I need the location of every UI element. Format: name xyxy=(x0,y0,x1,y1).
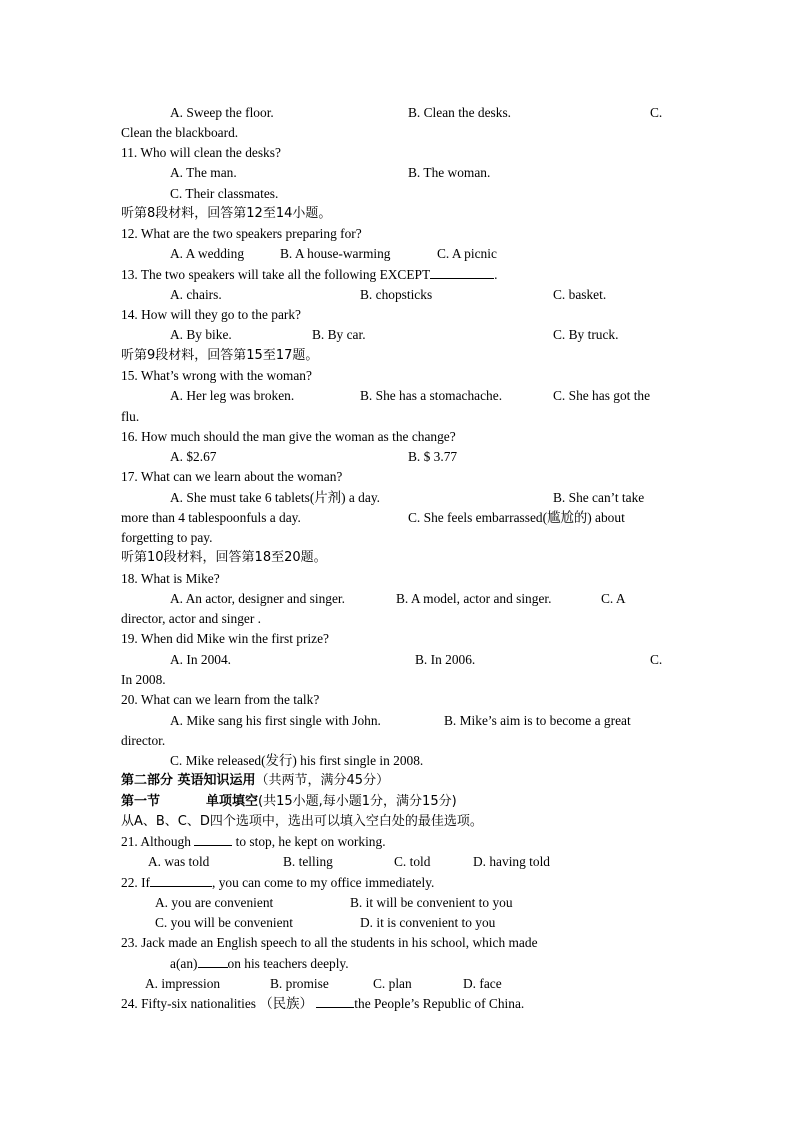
q19-option-c-label: C. xyxy=(650,652,663,667)
section8-heading: 听第8段材料，回答第12至14小题。 xyxy=(121,206,332,221)
q14-option-c: C. By truck. xyxy=(553,327,619,342)
part2-heading: 第二部分 英语知识运用（共两节，满分45分） xyxy=(121,773,390,788)
q17-option-a: A. She must take 6 tablets(片剂) a day. xyxy=(170,490,380,505)
q17-option-c-part2: forgetting to pay. xyxy=(121,530,213,545)
q23-stem-line2: a(an) on his teachers deeply. xyxy=(170,956,349,971)
q21-stem: 21. Although to stop, he kept on working. xyxy=(121,834,386,849)
q17-stem: 17. What can we learn about the woman? xyxy=(121,469,343,484)
q20-option-c: C. Mike released(发行) his first single in 2008. xyxy=(170,753,424,768)
q19-option-a: A. In 2004. xyxy=(170,652,231,667)
q23-option-d: D. face xyxy=(463,976,502,991)
q15-option-b: B. She has a stomachache. xyxy=(360,388,503,403)
q11-stem: 11. Who will clean the desks? xyxy=(121,145,281,160)
section9-heading: 听第9段材料，回答第15至17题。 xyxy=(121,348,319,363)
q11-option-a: A. The man. xyxy=(170,165,237,180)
q18-option-c-part2: director, actor and singer . xyxy=(121,611,262,626)
q19-stem: 19. When did Mike win the first prize? xyxy=(121,631,329,646)
q20-option-b-part1: B. Mike’s aim is to become a great xyxy=(444,713,631,728)
q22-stem: 22. If , you can come to my office immediately. xyxy=(121,875,435,890)
q13-option-c: C. basket. xyxy=(553,287,607,302)
q18-option-c-part1: C. A xyxy=(601,591,626,606)
q17-option-c-part1: C. She feels embarrassed(尴尬的) about xyxy=(408,510,625,525)
q10-option-c-label: C. xyxy=(650,105,663,120)
instruction-text: 从A、B、C、D四个选项中，选出可以填入空白处的最佳选项。 xyxy=(121,814,483,829)
q14-option-b: B. By car. xyxy=(312,327,366,342)
q22-option-a: A. you are convenient xyxy=(155,895,274,910)
q20-stem: 20. What can we learn from the talk? xyxy=(121,692,320,707)
q15-option-c-part1: C. She has got the xyxy=(553,388,651,403)
q12-option-b: B. A house-warming xyxy=(280,246,391,261)
q24-blank xyxy=(316,995,354,1008)
q22-blank xyxy=(150,874,212,887)
q18-stem: 18. What is Mike? xyxy=(121,571,220,586)
q15-option-a: A. Her leg was broken. xyxy=(170,388,295,403)
q22-option-b: B. it will be convenient to you xyxy=(350,895,513,910)
q22-option-c: C. you will be convenient xyxy=(155,915,293,930)
q16-option-b: B. $ 3.77 xyxy=(408,449,458,464)
q18-option-b: B. A model, actor and singer. xyxy=(396,591,552,606)
q23-option-b: B. promise xyxy=(270,976,329,991)
q23-option-c: C. plan xyxy=(373,976,412,991)
q13-option-b: B. chopsticks xyxy=(360,287,433,302)
q15-stem: 15. What’s wrong with the woman? xyxy=(121,368,312,383)
q22-option-d: D. it is convenient to you xyxy=(360,915,496,930)
q23-option-a: A. impression xyxy=(145,976,221,991)
q19-option-c-text: In 2008. xyxy=(121,672,166,687)
q10-option-a: A. Sweep the floor. xyxy=(170,105,274,120)
q21-blank xyxy=(194,833,232,846)
q10-option-b: B. Clean the desks. xyxy=(408,105,512,120)
q21-option-b: B. telling xyxy=(283,854,333,869)
q19-option-b: B. In 2006. xyxy=(415,652,476,667)
q21-option-a: A. was told xyxy=(148,854,210,869)
q17-option-b-part2: more than 4 tablespoonfuls a day. xyxy=(121,510,301,525)
section1-heading: 第一节 单项填空(共15小题,每小题1分，满分15分) xyxy=(121,794,457,809)
q17-option-b-part1: B. She can’t take xyxy=(553,490,645,505)
q14-option-a: A. By bike. xyxy=(170,327,232,342)
q24-stem: 24. Fifty-six nationalities （民族） the People’s Republic of China. xyxy=(121,996,525,1011)
q16-option-a: A. $2.67 xyxy=(170,449,217,464)
section10-heading: 听第10段材料，回答第18至20题。 xyxy=(121,550,327,565)
q13-option-a: A. chairs. xyxy=(170,287,222,302)
q14-stem: 14. How will they go to the park? xyxy=(121,307,301,322)
q21-option-c: C. told xyxy=(394,854,431,869)
q21-option-d: D. having told xyxy=(473,854,550,869)
q11-option-c: C. Their classmates. xyxy=(170,186,279,201)
q18-option-a: A. An actor, designer and singer. xyxy=(170,591,345,606)
q10-option-c-text: Clean the blackboard. xyxy=(121,125,239,140)
q12-option-c: C. A picnic xyxy=(437,246,497,261)
q20-option-b-part2: director. xyxy=(121,733,166,748)
q13-blank xyxy=(430,266,494,279)
q15-option-c-part2: flu. xyxy=(121,409,140,424)
q12-stem: 12. What are the two speakers preparing for? xyxy=(121,226,362,241)
q20-option-a: A. Mike sang his first single with John. xyxy=(170,713,381,728)
q23-stem-line1: 23. Jack made an English speech to all the students in his school, which made xyxy=(121,935,538,950)
q23-blank xyxy=(198,955,228,968)
q11-option-b: B. The woman. xyxy=(408,165,491,180)
q16-stem: 16. How much should the man give the woman as the change? xyxy=(121,429,456,444)
q12-option-a: A. A wedding xyxy=(170,246,245,261)
q13-stem: 13. The two speakers will take all the following EXCEPT . xyxy=(121,267,498,282)
